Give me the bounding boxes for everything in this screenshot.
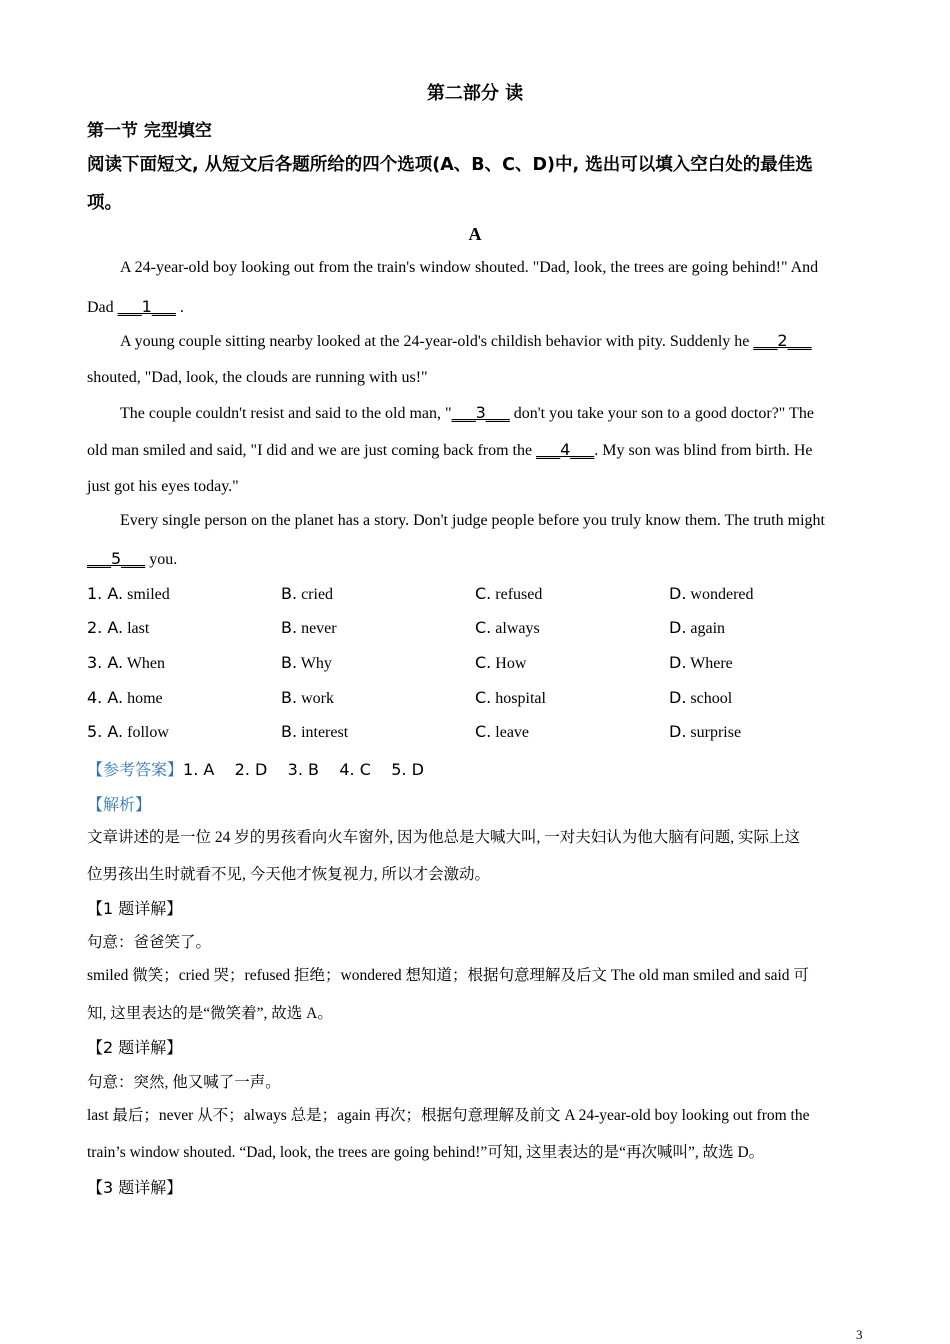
answer-key: 1. A 2. D 3. B 4. C 5. D (183, 760, 424, 779)
q2-detail-line-2: train’s window shouted. “Dad, look, the trees are going behind!”可知, 这里表达的是“再次喊叫”, 故选 D。 (87, 1144, 765, 1161)
option-5b: B. interest (281, 722, 349, 741)
blank-4: ___4___ (536, 440, 595, 459)
option-1a: 1. A. smiled (87, 584, 170, 603)
passage-p3-line1: The couple couldn't resist and said to the old man, "___3___ don't you take your son to a good doctor?" The (120, 403, 814, 422)
part-title: 第二部分 读 (426, 83, 524, 104)
blank-1: ___1___ (117, 297, 176, 316)
option-4a: 4. A. home (87, 688, 163, 707)
instruction-line-2: 项。 (87, 193, 122, 213)
answer-line (87, 757, 867, 780)
answer-label: 【参考答案】 (87, 760, 184, 779)
instruction-line-1: 阅读下面短文, 从短文后各题所给的四个选项(A、B、C、D)中, 选出可以填入空白处的最佳选 (87, 155, 813, 175)
q3-detail-heading: 【3 题详解】 (87, 1178, 183, 1197)
analysis-line-1: 文章讲述的是一位 24 岁的男孩看向火车窗外, 因为他总是大喊大叫, 一对夫妇认为他大脑有问题, 实际上这 (87, 829, 801, 846)
option-4d: D. school (669, 688, 733, 707)
blank-3: ___3___ (451, 403, 510, 422)
option-3d: D. Where (669, 653, 733, 672)
q1-detail-line-1: smiled 微笑；cried 哭；refused 拒绝；wondered 想知道；根据句意理解及后文 The old man smiled and said 可 (87, 967, 809, 984)
option-4b: B. work (281, 688, 334, 707)
q2-detail-line-1: last 最后；never 从不；always 总是；again 再次；根据句意理解及前文 A 24-year-old boy looking out from the (87, 1107, 810, 1124)
analysis-label: 【解析】 (87, 795, 152, 814)
option-2b: B. never (281, 618, 337, 637)
option-1d: D. wondered (669, 584, 754, 603)
option-4c: C. hospital (475, 688, 546, 707)
blank-2: ___2___ (753, 331, 812, 350)
q2-detail-heading: 【2 题详解】 (87, 1038, 183, 1057)
passage-p3-line2: old man smiled and said, "I did and we are just coming back from the ___4___. My son was blind from birth. He (87, 440, 813, 459)
option-2d: D. again (669, 618, 726, 637)
option-2a: 2. A. last (87, 618, 150, 637)
q1-meaning: 句意：爸爸笑了。 (87, 934, 212, 951)
option-3c: C. How (475, 653, 527, 672)
page-number: 3 (856, 1327, 863, 1342)
option-2c: C. always (475, 618, 540, 637)
blank-5: ___5___ (87, 549, 146, 568)
passage-p3-line3: just got his eyes today." (87, 478, 239, 495)
q2-meaning: 句意：突然, 他又喊了一声。 (87, 1074, 281, 1091)
passage-label: A (468, 224, 482, 244)
q1-detail-line-2: 知, 这里表达的是“微笑着”, 故选 A。 (87, 1005, 333, 1022)
q1-detail-heading: 【1 题详解】 (87, 899, 183, 918)
passage-p1-line2: Dad ___1___ . (87, 297, 184, 316)
option-5d: D. surprise (669, 722, 742, 741)
passage-p2-line2: shouted, "Dad, look, the clouds are running with us!" (87, 369, 428, 386)
section-title: 第一节 完型填空 (87, 121, 212, 141)
option-1c: C. refused (475, 584, 543, 603)
option-5a: 5. A. follow (87, 722, 169, 741)
passage-p4-line2: ___5___ you. (87, 549, 178, 568)
option-3a: 3. A. When (87, 653, 166, 672)
option-1b: B. cried (281, 584, 334, 603)
passage-p1-line1: A 24-year-old boy looking out from the train's window shouted. "Dad, look, the trees are going behind!" And (120, 259, 819, 276)
passage-p4-line1: Every single person on the planet has a story. Don't judge people before you truly know them. The truth might (120, 512, 825, 529)
passage-p2-line1: A young couple sitting nearby looked at the 24-year-old's childish behavior with pity. Suddenly he ___2___ (120, 331, 812, 350)
option-3b: B. Why (281, 653, 332, 672)
analysis-line-2: 位男孩出生时就看不见, 今天他才恢复视力, 所以才会激动。 (87, 866, 491, 883)
option-5c: C. leave (475, 722, 530, 741)
